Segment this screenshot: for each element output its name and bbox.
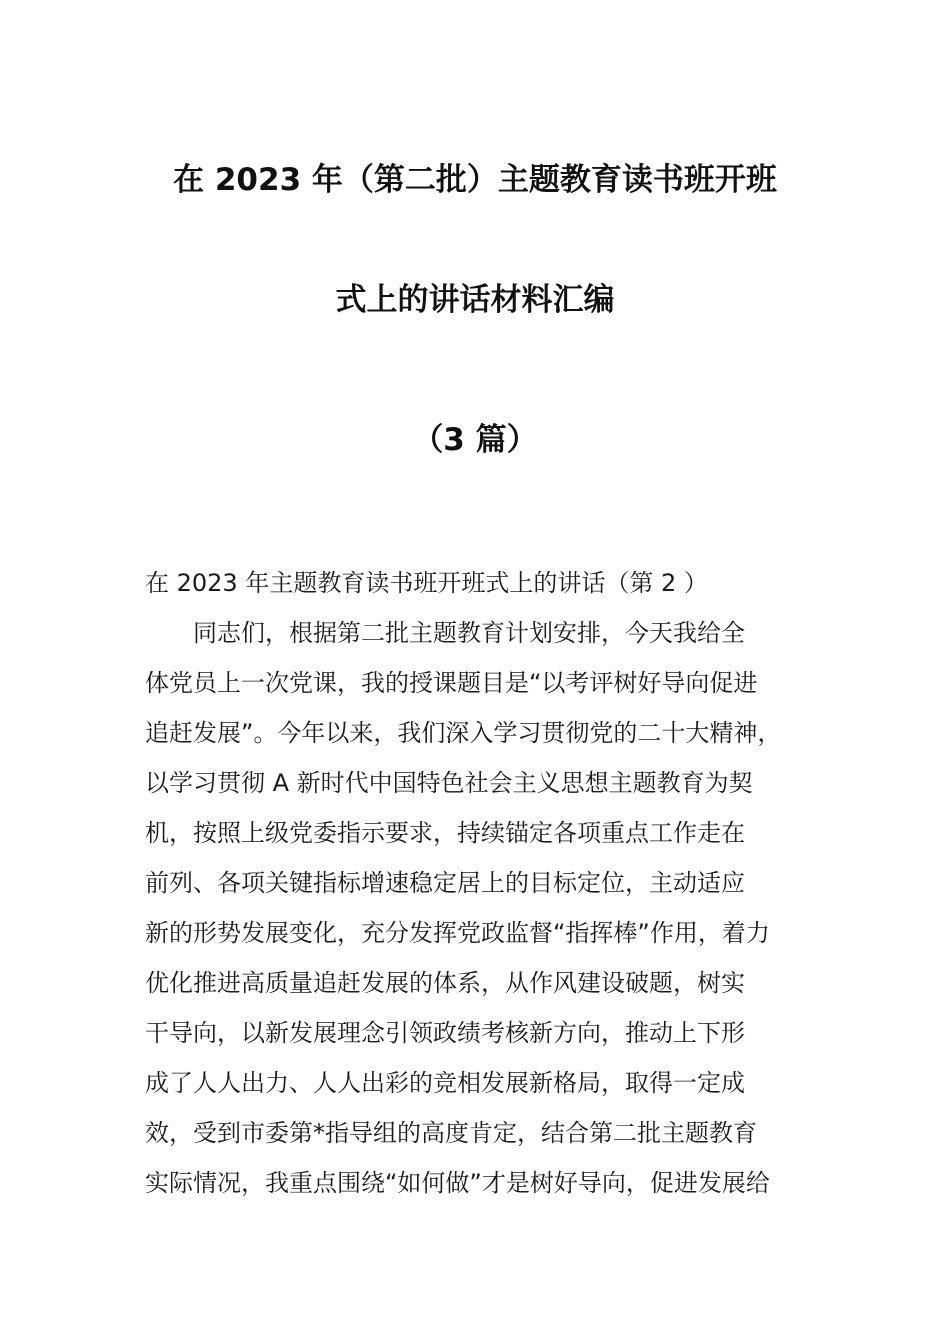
paragraph-line: 新的形势发展变化，充分发挥党政监督“指挥棒”作用，着力 <box>145 919 770 947</box>
paragraph-line: 成了人人出力、人人出彩的竞相发展新格局，取得一定成 <box>145 1069 745 1097</box>
section-heading: 在 2023 年主题教育读书班开班式上的讲话（第 2 ） <box>145 569 708 597</box>
document-title-line-1: 在 2023 年（第二批）主题教育读书班开班 <box>173 162 777 198</box>
document-title-line-2: 式上的讲话材料汇编 <box>335 282 615 318</box>
paragraph-line: 同志们，根据第二批主题教育计划安排，今天我给全 <box>145 619 745 647</box>
paragraph-line: 实际情况，我重点围绕“如何做”才是树好导向，促进发展给 <box>145 1169 770 1197</box>
document-title-count: （3 篇） <box>412 422 538 458</box>
paragraph-line: 效，受到市委第*指导组的高度肯定，结合第二批主题教育 <box>145 1119 757 1147</box>
paragraph-line: 干导向，以新发展理念引领政绩考核新方向，推动上下形 <box>145 1019 745 1047</box>
paragraph-line: 以学习贯彻 A 新时代中国特色社会主义思想主题教育为契 <box>145 769 753 797</box>
paragraph-line: 前列、各项关键指标增速稳定居上的目标定位，主动适应 <box>145 869 745 897</box>
paragraph-line: 追赶发展”。今年以来，我们深入学习贯彻党的二十大精神， <box>145 719 782 747</box>
paragraph-line: 机，按照上级党委指示要求，持续锚定各项重点工作走在 <box>145 819 745 847</box>
paragraph-line: 优化推进高质量追赶发展的体系，从作风建设破题，树实 <box>145 969 745 997</box>
paragraph-line: 体党员上一次党课，我的授课题目是“以考评树好导向促进 <box>145 669 758 697</box>
